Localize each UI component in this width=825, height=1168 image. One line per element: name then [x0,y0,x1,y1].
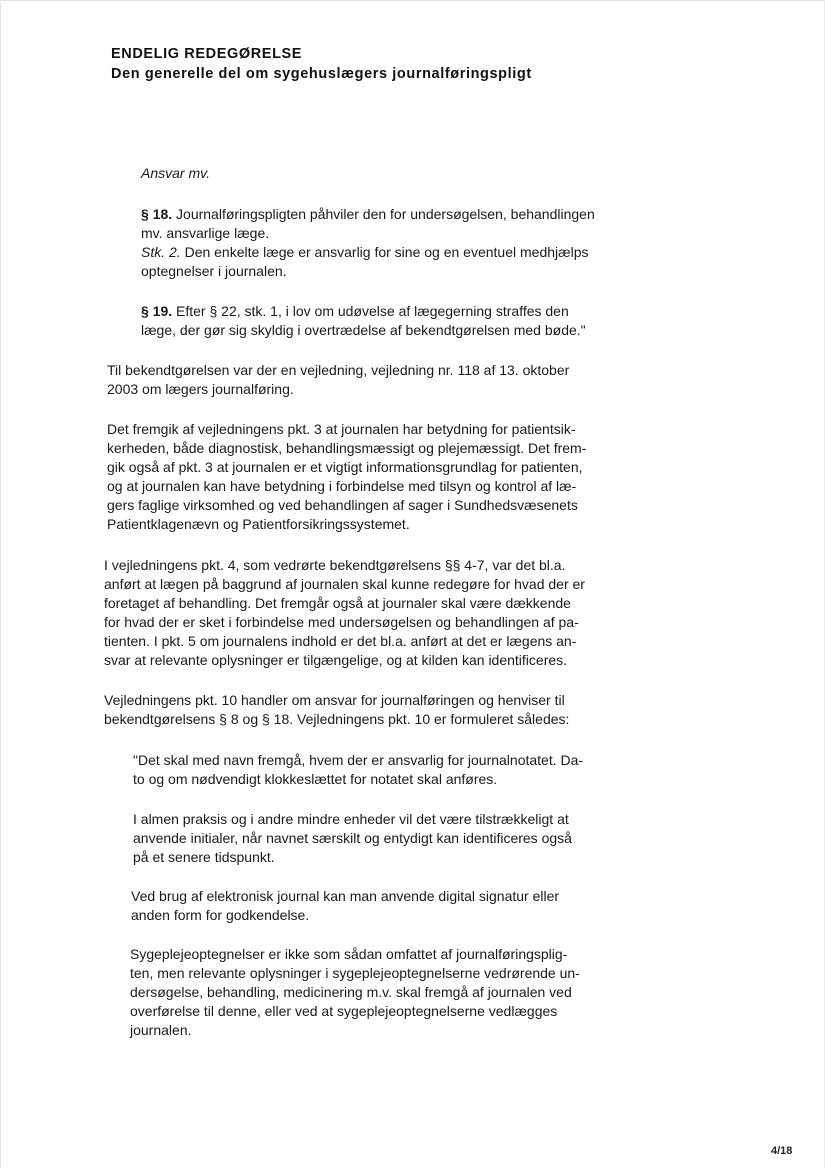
paragraph-3-line-4: for hvad der er sket i forbindelse med undersøgelsen og behandlingen af pa- [104,614,579,630]
paragraph-2-line-1: Det fremgik af vejledningens pkt. 3 at journalen har betydning for patientsik- [107,421,576,437]
section-19-line-2: læge, der gør sig skyldig i overtrædelse af bekendtgørelsen med bøde." [141,322,586,338]
page-number: 4/18 [771,1145,793,1157]
quote2-4-line-5: journalen. [130,1022,192,1038]
scan-edge-left [0,0,1,1168]
header-title: ENDELIG REDEGØRELSE [111,46,303,62]
quote2-3-line-2: anden form for godkendelse. [131,907,310,923]
document-header [111,44,532,84]
paragraph-4-line-1: Vejledningens pkt. 10 handler om ansvar for journalføringen og henviser til [104,692,565,708]
quote2-2-line-2: anvende initialer, når navnet særskilt og entydigt kan identificeres også [133,830,572,846]
stk2-label: Stk. 2. [141,244,181,260]
section-18-line-2: mv. ansvarlige læge. [141,225,270,241]
section-19-line-1: § 19. Efter § 22, stk. 1, i lov om udøvelse af lægegerning straffes den [141,303,569,319]
quote2-4-line-3: dersøgelse, behandling, medicinering m.v. skal fremgå af journalen ved [130,984,572,1000]
quote2-2-line-3: på et senere tidspunkt. [133,849,275,865]
section-18-line-1: § 18. Journalføringspligten påhviler den for undersøgelsen, behandlingen [141,206,595,222]
quote-heading: Ansvar mv. [141,165,210,181]
paragraph-2-line-3: gik også af pkt. 3 at journalen er et vigtigt informationsgrundlag for patienten, [107,459,583,475]
paragraph-3-line-6: svar at relevante oplysninger er tilgængelige, og at kilden kan identificeres. [104,652,568,668]
paragraph-2-line-4: og at journalen kan have betydning i forbindelse med tilsyn og kontrol af læ- [107,478,577,494]
paragraph-2-line-5: gers faglige virksomhed og ved behandlingen af sager i Sundhedsvæsenets [107,497,578,513]
paragraph-1-line-2: 2003 om lægers journalføring. [107,381,294,397]
quote2-1-line-1: "Det skal med navn fremgå, hvem der er ansvarlig for journalnotatet. Da- [133,752,584,768]
quote2-3-line-1: Ved brug af elektronisk journal kan man anvende digital signatur eller [131,888,560,904]
scan-edge-top [0,0,825,1]
stk2-line-2: optegnelser i journalen. [141,263,287,279]
section-19-label: § 19. [141,303,173,319]
quote2-1-line-2: to og om nødvendigt klokkeslættet for notatet skal anføres. [133,771,498,787]
quote2-4-line-1: Sygeplejeoptegnelser er ikke som sådan omfattet af journalføringsplig- [130,946,568,962]
paragraph-1-line-1: Til bekendtgørelsen var der en vejledning, vejledning nr. 118 af 13. oktober [107,362,570,378]
section-18-label: § 18. [141,206,173,222]
stk2-line-1: Stk. 2. Den enkelte læge er ansvarlig for sine og en eventuel medhjælps [141,244,589,260]
quote2-4-line-2: ten, men relevante oplysninger i sygeplejeoptegnelserne vedrørende un- [130,965,580,981]
quote2-4-line-4: overførelse til denne, eller ved at sygeplejeoptegnelserne vedlægges [130,1003,558,1019]
paragraph-2-line-2: kerheden, både diagnostisk, behandlingsmæssigt og plejemæssigt. Det frem- [107,440,587,456]
paragraph-3-line-2: anført at lægen på baggrund af journalen skal kunne redegøre for hvad der er [104,576,585,592]
paragraph-3-line-1: I vejledningens pkt. 4, som vedrørte bekendtgørelsens §§ 4-7, var det bl.a. [104,557,566,573]
paragraph-3-line-3: foretaget af behandling. Det fremgår også at journaler skal være dækkende [104,595,571,611]
quote2-2-line-1: I almen praksis og i andre mindre enheder vil det være tilstrækkeligt at [133,811,569,827]
paragraph-2-line-6: Patientklagenævn og Patientforsikringssystemet. [107,516,410,532]
paragraph-3-line-5: tienten. I pkt. 5 om journalens indhold er det bl.a. anført at det er lægens an- [104,633,577,649]
paragraph-4-line-2: bekendtgørelsens § 8 og § 18. Vejledningens pkt. 10 er formuleret således: [104,711,570,727]
header-subtitle: Den generelle del om sygehuslægers journalføringspligt [111,66,532,82]
